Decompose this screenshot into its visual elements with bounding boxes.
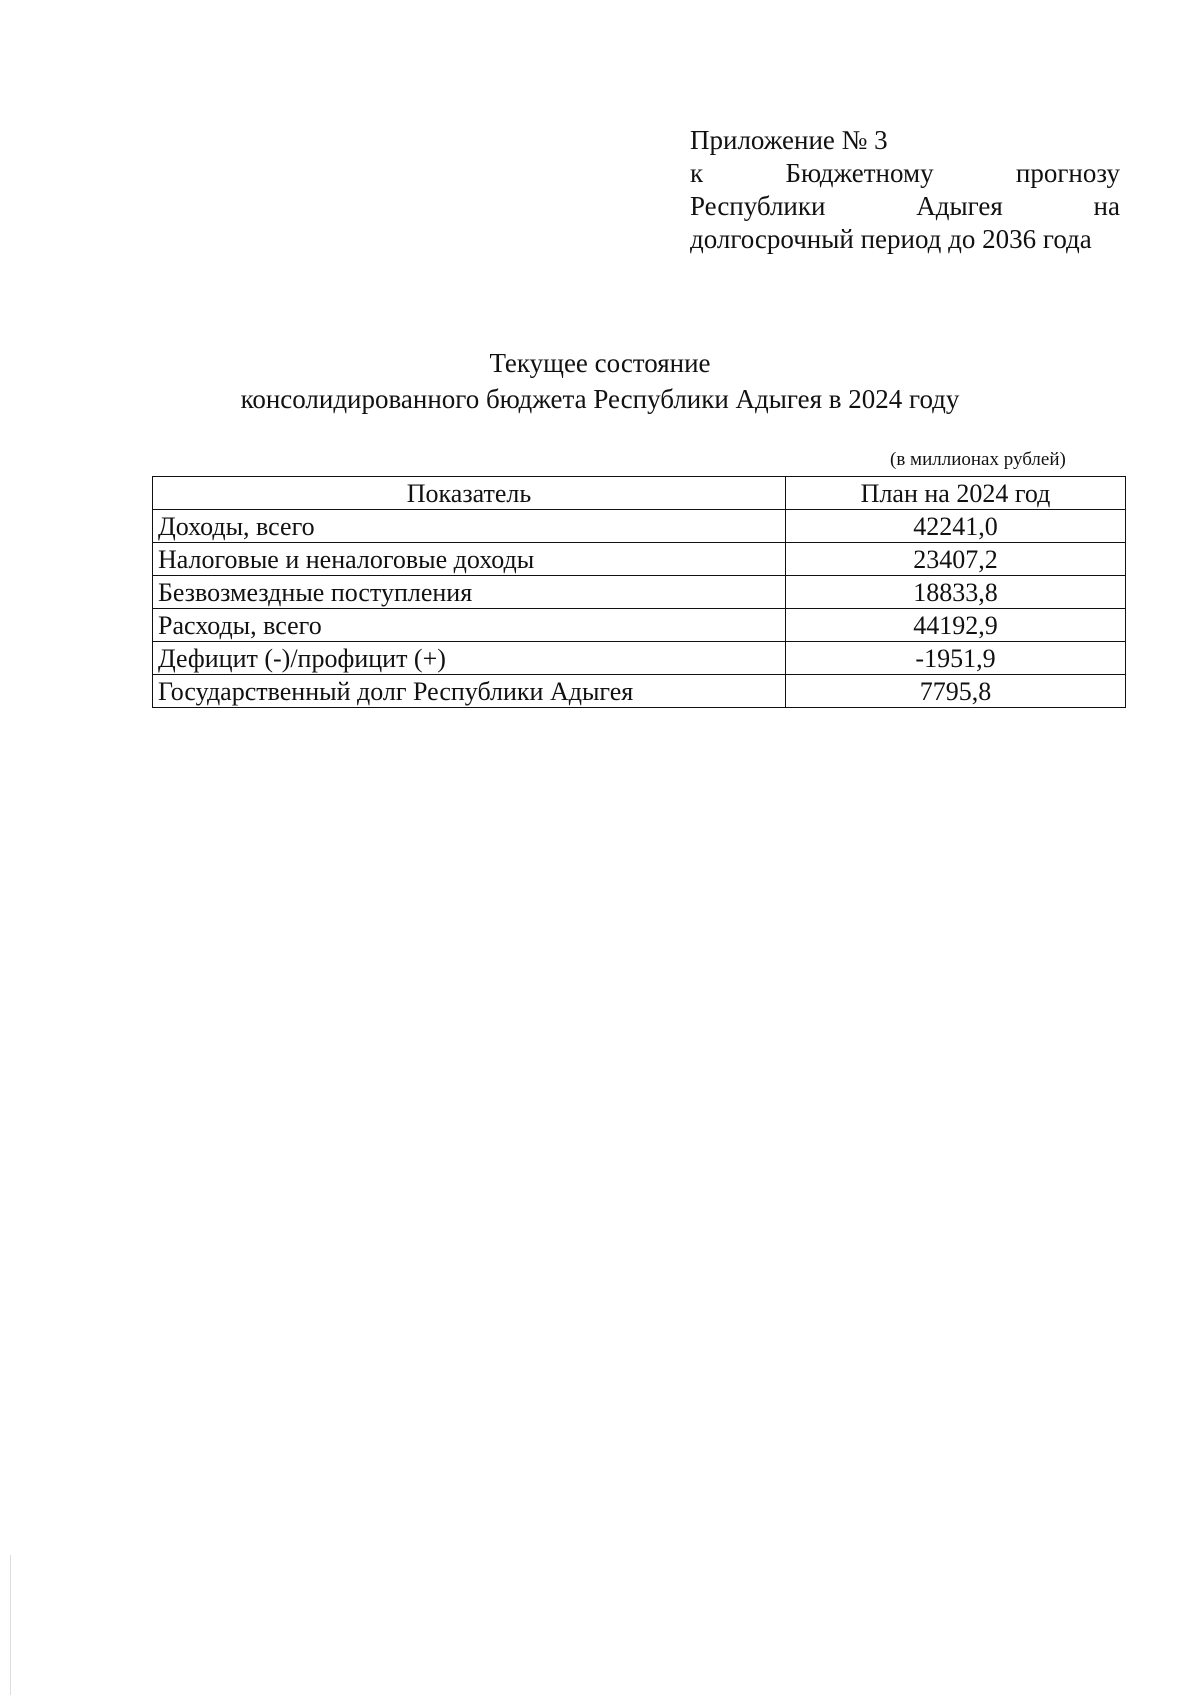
units-note: (в миллионах рублей) [890,449,1066,470]
annex-word: к [690,158,704,188]
row-value: 7795,8 [786,675,1126,708]
row-value: 44192,9 [786,609,1126,642]
annex-line-3 [690,190,1120,223]
row-indicator: Безвозмездные поступления [153,576,786,609]
row-indicator: Расходы, всего [153,609,786,642]
row-value: 18833,8 [786,576,1126,609]
row-value: -1951,9 [786,642,1126,675]
table-header-row [153,477,1126,510]
table-row [153,675,1126,708]
scan-edge-mark [10,1555,11,1695]
title-line-1: Текущее состояние [489,348,711,378]
header-indicator: Показатель [153,477,786,510]
row-indicator: Государственный долг Республики Адыгея [153,675,786,708]
row-indicator: Дефицит (-)/профицит (+) [153,642,786,675]
annex-word: на [1093,191,1120,221]
table-row [153,609,1126,642]
annex-word: Адыгея [916,191,1003,221]
annex-reference [690,124,1120,256]
annex-period: долгосрочный период до 2036 года [690,224,1092,254]
table-row [153,642,1126,675]
annex-word: Бюджетному [785,158,934,188]
table-row [153,543,1126,576]
table-row [153,576,1126,609]
table-row [153,510,1126,543]
annex-word: Республики [690,191,826,221]
row-value: 23407,2 [786,543,1126,576]
annex-number: Приложение № 3 [690,125,888,155]
row-indicator: Налоговые и неналоговые доходы [153,543,786,576]
annex-line-2 [690,157,1120,190]
header-plan: План на 2024 год [786,477,1126,510]
document-title [0,345,1200,417]
annex-word: прогнозу [1015,158,1120,188]
row-value: 42241,0 [786,510,1126,543]
budget-table [152,476,1126,708]
title-line-2: консолидированного бюджета Республики Адыгея в 2024 году [240,384,960,414]
row-indicator: Доходы, всего [153,510,786,543]
